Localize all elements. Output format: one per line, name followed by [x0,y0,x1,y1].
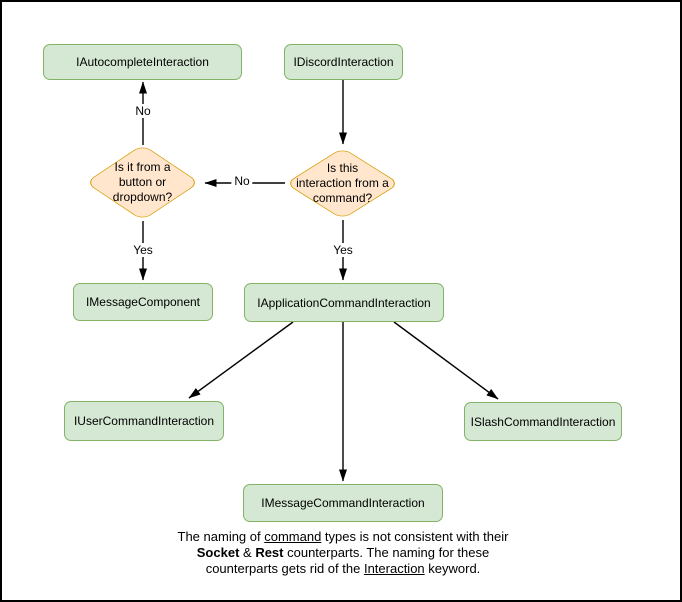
decision-from-command-label [272,161,413,206]
node-label: IAutocompleteInteraction [76,55,209,69]
node-imessagecommandinteraction [243,484,443,522]
decision-line: button or [118,175,167,189]
edge-application-command-to-user-command [189,322,293,398]
node-iautocompleteinteraction [43,44,242,80]
node-iusercommandinteraction [64,401,224,441]
decision-line: Is it from a [114,160,171,174]
edge-label-no-to-button-decision: No [231,174,252,188]
decision-line: Is this [326,161,359,175]
node-label: IMessageComponent [85,295,201,309]
node-label: IApplicationCommandInteraction [257,295,431,310]
node-label: IUserCommandInteraction [73,414,215,428]
note-text: & [239,545,256,560]
naming-note [2,529,682,577]
note-text-bold-socket: Socket [196,545,240,560]
note-text-underline-interaction: Interaction [363,561,425,576]
note-text: counterparts gets rid of the [205,561,364,576]
node-islashcommandinteraction [464,402,622,441]
node-label: IDiscordInteraction [293,55,394,69]
note-text: counterparts. The naming for these [283,545,490,560]
edge-application-command-to-slash-command [394,322,498,399]
note-text-bold-rest: Rest [255,545,284,560]
edge-label-yes-to-message-component: Yes [130,243,156,257]
decision-line: interaction from a [296,176,389,190]
decision-line: command? [312,191,373,205]
node-idiscordinteraction [284,44,403,80]
node-label: IMessageCommandInteraction [261,496,425,510]
note-text: keyword. [424,561,481,576]
node-imessagecomponent [73,283,213,321]
note-text: The naming of [177,529,265,544]
note-text: types is not consistent with their [321,529,509,544]
note-text-underline-command: command [264,529,322,544]
node-label: ISlashCommandInteraction [470,414,616,429]
edge-label-yes-to-application-command: Yes [330,243,356,257]
edge-label-no-to-autocomplete: No [132,104,153,118]
node-iapplicationcommandinteraction [244,283,444,322]
decision-button-or-dropdown-label [72,160,213,205]
decision-line: dropdown? [112,190,173,204]
